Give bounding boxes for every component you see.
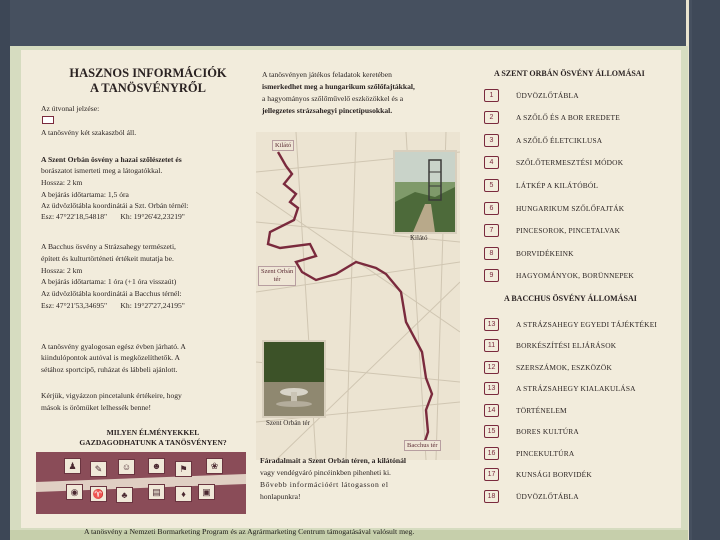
station-label: A STRÁZSAHEGY KIALAKULÁSA [516, 384, 636, 393]
kilato-photo [393, 150, 457, 234]
please-line-2: mások is örömüket lelhessék benne! [41, 403, 152, 412]
route-parts-text: A tanösvény két szakaszból áll. [41, 128, 137, 137]
eye-icon: ◉ [66, 484, 83, 500]
station-number-badge: 6 [484, 202, 499, 215]
station-number-badge: 8 [484, 247, 499, 260]
station-number-badge: 18 [484, 490, 499, 503]
station-label: BORKÉSZÍTÉSI ELJÁRÁSOK [516, 341, 617, 350]
orban-coord-label: Az üdvözlőtábla koordinátái a Szt. Orbán térnél: [41, 201, 189, 210]
route-mark-icon [42, 116, 54, 124]
wine-glass-icon: ♈ [90, 486, 107, 502]
station-item [484, 133, 602, 147]
station-number-badge: 1 [484, 89, 499, 102]
station-number-badge: 15 [484, 425, 499, 438]
station-label: PINCEKULTÚRA [516, 448, 575, 458]
station-number-badge: 11 [484, 339, 499, 352]
grape-icon: ❀ [206, 458, 223, 474]
station-item [484, 468, 592, 482]
closing-line-2: vagy vendégváró pincéinkben pihenheti ki. [260, 468, 391, 477]
intro-line-3: a hagyományos szőlőművelő eszközökkel és a [262, 94, 404, 103]
station-item [484, 246, 574, 260]
station-label: LÁTKÉP A KILÁTÓBÓL [516, 180, 599, 190]
orban-stations-heading: A SZENT ORBÁN ÖSVÉNY ÁLLOMÁSAI [494, 69, 645, 78]
bacchus-length: Hossza: 2 km [41, 266, 83, 275]
station-label: ÜDVÖZLŐTÁBLA [516, 90, 579, 100]
intro-line-4: jellegzetes strázsahegyi pincetípusokkal. [262, 106, 393, 115]
book-icon: ▤ [148, 484, 165, 500]
bacchus-coords: Esz: 47°21'53,34695" Kh: 19°27'27,24195" [41, 301, 185, 310]
intro-line-1: A tanösvényen játékos feladatok keretében [262, 70, 392, 79]
slide-left-frame [0, 0, 10, 540]
closing-line-4: honlapunkra! [260, 492, 301, 501]
szent-orban-pin [258, 266, 296, 286]
station-number-badge: 4 [484, 156, 499, 169]
station-item [484, 489, 579, 503]
station-item [484, 403, 567, 417]
closing-line-1: Fáradalmait a Szent Orbán téren, a kilátónál [260, 456, 407, 465]
station-label: SZŐLŐTERMESZTÉSI MÓDOK [516, 158, 624, 168]
experiences-heading-line-2: GAZDAGODHATUNK A TANÖSVÉNYEN? [79, 438, 227, 447]
station-item [484, 224, 620, 238]
wine-icon: ♦ [175, 486, 192, 502]
bacchus-pin: Bacchus tér [404, 440, 441, 451]
station-label: KUNSÁGI BORVIDÉK [516, 470, 592, 479]
orban-coords: Esz: 47°22'18,54818" Kh: 19°26'42,23219" [41, 212, 185, 221]
station-label: A SZŐLŐ ÉLETCIKLUSA [516, 135, 603, 145]
station-label: A SZŐLŐ ÉS A BOR EREDETE [516, 113, 620, 123]
orban-info-line-1: A Szent Orbán ösvény a hazai szőlészetet és [41, 155, 182, 164]
station-label: BORVIDÉKEINK [516, 248, 574, 258]
bacchus-duration: A bejárás időtartama: 1 óra (+1 óra visszaút) [41, 277, 177, 286]
title-line-1: HASZNOS INFORMÁCIÓK [69, 66, 227, 80]
station-number-badge: 2 [484, 111, 499, 124]
slide-top-frame [0, 0, 720, 46]
game-icon: ♟ [64, 458, 81, 474]
station-label: ÜDVÖZLŐTÁBLA [516, 491, 579, 501]
walk-line-2: kiindulópontok autóval is megközelíthetők. A [41, 353, 180, 362]
station-item [484, 178, 598, 192]
orban-info-line-2: borászatot ismerteti meg a látogatókkal. [41, 166, 163, 175]
szent-orban-photo-caption: Szent Orbán tér [266, 419, 310, 427]
station-label: BORES KULTÚRA [516, 427, 579, 436]
station-number-badge: 14 [484, 404, 499, 417]
szent-orban-pin-line-1: Szent Orbán [261, 268, 294, 275]
orban-duration: A bejárás időtartama: 1,5 óra [41, 190, 129, 199]
closing-line-3: Bővebb információért látogasson el [260, 480, 389, 489]
family-icon: ☺ [118, 459, 135, 475]
station-label: HAGYOMÁNYOK, BORÜNNEPEK [516, 271, 634, 281]
station-number-badge: 12 [484, 361, 499, 374]
station-number-badge: 13 [484, 382, 499, 395]
walk-line-1: A tanösvény gyalogosan egész évben járható. A [41, 342, 186, 351]
kilato-pin: Kilátó [272, 140, 294, 151]
station-item [484, 201, 624, 215]
station-item [484, 88, 579, 102]
station-item [484, 446, 574, 460]
station-item [484, 360, 612, 374]
slide-right-frame [692, 0, 720, 540]
intro-line-2: ismerkedhet meg a hungarikum szőlőfajtákkal, [262, 82, 415, 91]
station-item [484, 339, 616, 353]
station-item [484, 269, 634, 283]
please-line-1: Kérjük, vigyázzon pincetalunk értékeire, hogy [41, 391, 182, 400]
people-icon: ⚑ [175, 461, 192, 477]
orban-length: Hossza: 2 km [41, 178, 83, 187]
puzzle-icon: ✎ [90, 461, 107, 477]
experiences-heading-line-1: MILYEN ÉLMÉNYEKKEL [106, 428, 200, 437]
leaf-icon: ♣ [116, 487, 133, 503]
title-line-2: A TANÖSVÉNYRŐL [90, 81, 206, 95]
station-number-badge: 13 [484, 318, 499, 331]
station-label: TÖRTÉNELEM [516, 405, 567, 415]
station-label: SZERSZÁMOK, ESZKÖZÖK [516, 362, 612, 372]
station-number-badge: 16 [484, 447, 499, 460]
szent-orban-pin-line-2: tér [273, 276, 281, 283]
walk-line-3: sétához sportcipő, ruházat és lábbeli ajánlott. [41, 365, 178, 374]
station-item [484, 317, 657, 331]
station-number-badge: 17 [484, 468, 499, 481]
station-label: PINCESOROK, PINCETALVAK [516, 226, 621, 236]
camera-icon: ▣ [198, 484, 215, 500]
szent-orban-photo [262, 340, 326, 418]
kilato-photo-caption: Kilátó [410, 234, 428, 242]
station-item [484, 156, 623, 170]
footer-credit: A tanösvény a Nemzeti Bormarketing Program és az Agrármarketing Centrum támogatásával valósult meg. [84, 527, 415, 536]
station-label: A STRÁZSAHEGY EGYEDI TÁJÉKTÉKEI [516, 319, 658, 329]
station-number-badge: 3 [484, 134, 499, 147]
station-label: HUNGARIKUM SZŐLŐFAJTÁK [516, 203, 625, 213]
station-number-badge: 7 [484, 224, 499, 237]
station-item [484, 382, 636, 396]
bacchus-stations-heading: A BACCHUS ÖSVÉNY ÁLLOMÁSAI [504, 294, 637, 303]
page-title [58, 66, 238, 96]
bacchus-info-line-1: A Bacchus ösvény a Strázsahegy természeti, [41, 242, 176, 251]
bacchus-info-line-2: épített és kulturtörténeti értékeit mutatja be. [41, 254, 174, 263]
station-number-badge: 5 [484, 179, 499, 192]
bacchus-coord-label: Az üdvözlőtábla koordinátái a Bacchus térnél: [41, 289, 182, 298]
station-item [484, 425, 579, 439]
station-item [484, 111, 620, 125]
experiences-heading [58, 428, 248, 448]
station-number-badge: 9 [484, 269, 499, 282]
route-mark-label: Az útvonal jelzése: [41, 104, 100, 113]
group-icon: ☻ [148, 458, 165, 474]
